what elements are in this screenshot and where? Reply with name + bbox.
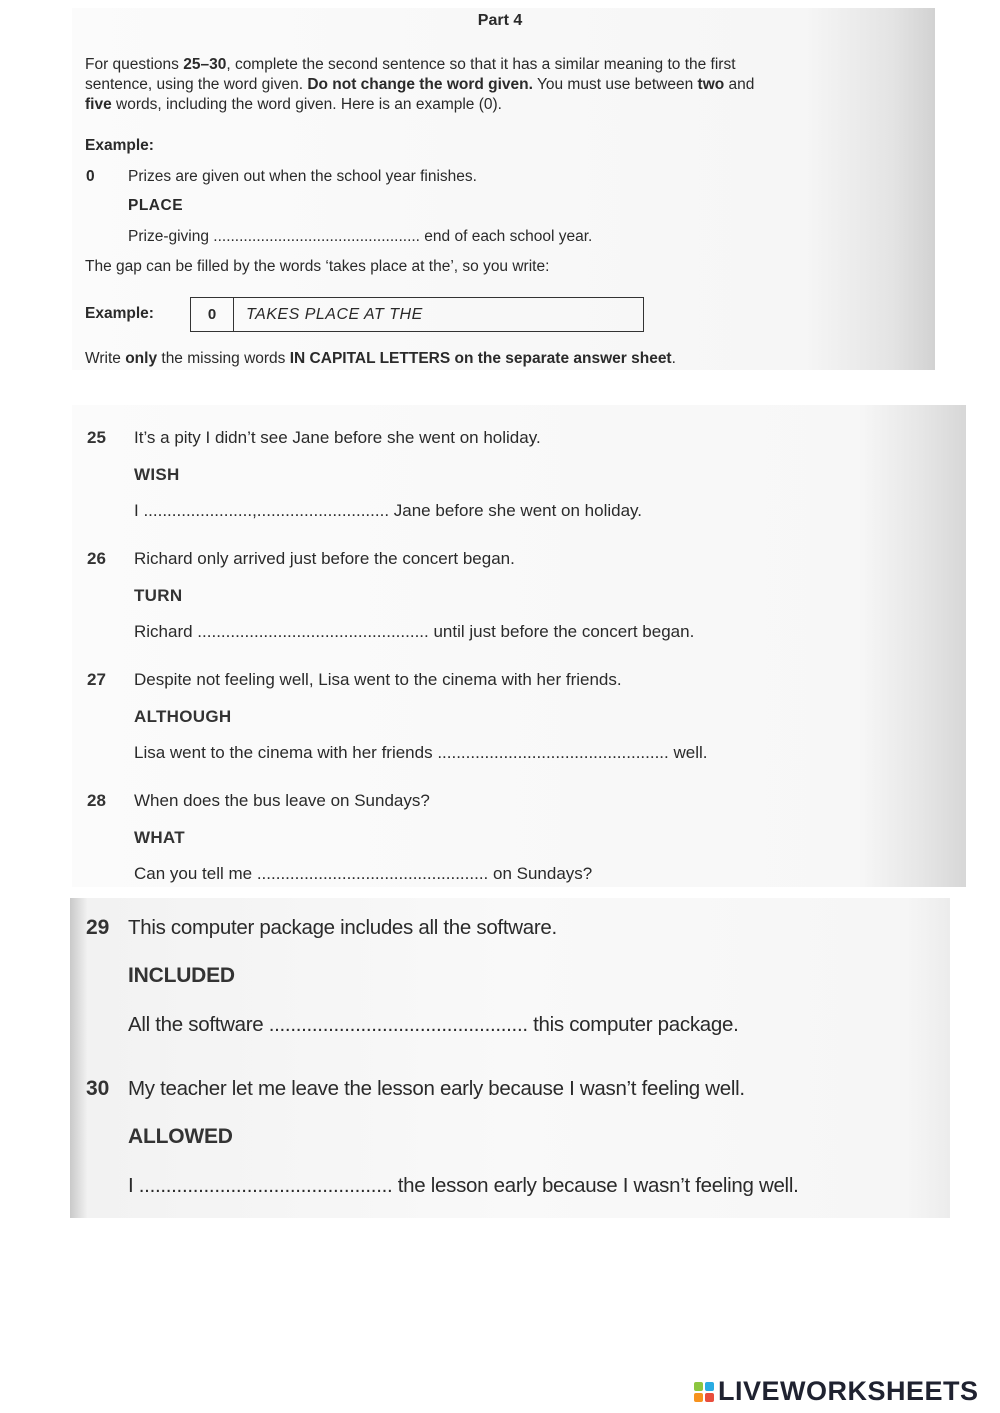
question-gapped-sentence: Can you tell me ................................................. on Sundays? — [134, 864, 593, 883]
question-number: 27 — [87, 670, 106, 689]
question-gapped-sentence: I ............................................... the lesson early because I wasn’t feeling well. — [128, 1174, 799, 1197]
example-box-answer: TAKES PLACE AT THE — [246, 305, 423, 323]
question-number: 30 — [86, 1077, 110, 1100]
question-keyword: ALTHOUGH — [134, 707, 232, 726]
question-keyword: WHAT — [134, 828, 185, 847]
example-number: 0 — [86, 168, 95, 185]
example-box-label: Example: — [85, 305, 154, 322]
question-gapped-sentence: Lisa went to the cinema with her friends ................................................. well. — [134, 743, 708, 762]
example-explanation: The gap can be filled by the words ‘takes place at the’, so you write: — [85, 258, 550, 275]
question-sentence: Despite not feeling well, Lisa went to the cinema with her friends. — [134, 670, 622, 689]
example-gapped-sentence: Prize-giving ................................................ end of each school year. — [128, 228, 593, 245]
example-sentence: Prizes are given out when the school year finishes. — [128, 168, 477, 185]
question-keyword: TURN — [134, 586, 183, 605]
liveworksheets-logo — [694, 1376, 979, 1407]
logo-square-red — [705, 1393, 714, 1402]
example-heading: Example: — [85, 137, 154, 154]
logo-square-orange — [694, 1393, 703, 1402]
instructions-line-1: For questions 25–30, complete the second sentence so that it has a similar meaning to the first — [85, 56, 736, 73]
question-number: 29 — [86, 916, 110, 939]
question-sentence: This computer package includes all the software. — [128, 916, 557, 939]
scan-bottom-background — [70, 898, 950, 1218]
instructions-line-3: five words, including the word given. Here is an example (0). — [85, 96, 502, 113]
write-note: Write only the missing words IN CAPITAL LETTERS on the separate answer sheet. — [85, 350, 676, 367]
question-gapped-sentence: I .......................,............................ Jane before she went on holiday. — [134, 501, 643, 520]
question-sentence: It’s a pity I didn’t see Jane before she went on holiday. — [134, 428, 541, 447]
logo-text: LIVEWORKSHEETS — [718, 1376, 979, 1406]
question-sentence: When does the bus leave on Sundays? — [134, 791, 430, 810]
liveworksheets-logo-icon — [694, 1382, 714, 1402]
question-sentence: Richard only arrived just before the concert began. — [134, 549, 515, 568]
scan-middle-background — [72, 405, 966, 887]
example-answer-box — [190, 297, 644, 332]
question-keyword: ALLOWED — [128, 1125, 233, 1148]
question-number: 26 — [87, 549, 106, 568]
question-gapped-sentence: Richard ................................................. until just before the concert began. — [134, 622, 695, 641]
instructions-line-2: sentence, using the word given. Do not change the word given. You must use between two and — [85, 76, 755, 93]
question-gapped-sentence: All the software ................................................ this computer package. — [128, 1013, 739, 1036]
example-keyword: PLACE — [128, 197, 184, 214]
page-title: Part 4 — [477, 12, 523, 29]
question-keyword: INCLUDED — [128, 964, 235, 987]
question-sentence: My teacher let me leave the lesson early because I wasn’t feeling well. — [128, 1077, 745, 1100]
question-number: 28 — [87, 791, 106, 810]
question-number: 25 — [87, 428, 106, 447]
question-keyword: WISH — [134, 465, 180, 484]
logo-square-blue — [705, 1382, 714, 1391]
logo-square-green — [694, 1382, 703, 1391]
example-box-number: 0 — [191, 298, 234, 331]
